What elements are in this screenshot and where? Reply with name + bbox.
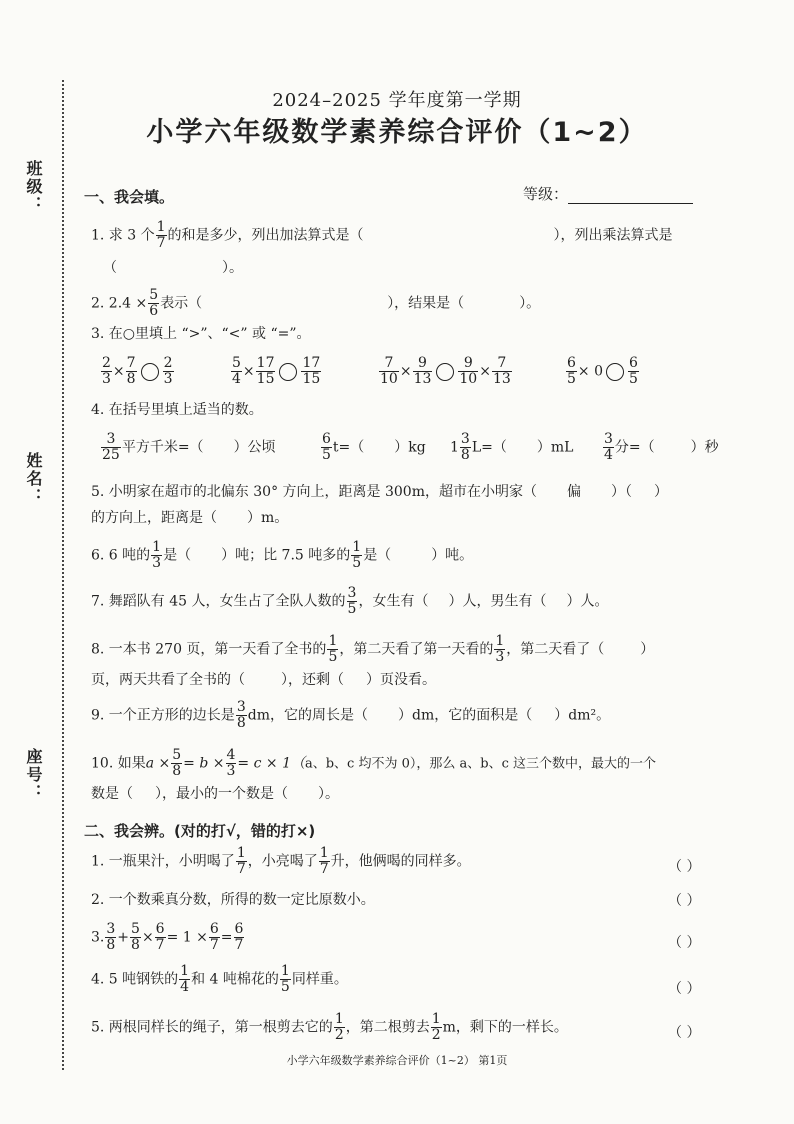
section1-heading: 一、我会填。 — [84, 188, 175, 206]
page-title: 小学六年级数学素养综合评价（1~2） — [146, 117, 648, 148]
fraction: $\frac{1}{7}$ — [319, 845, 329, 877]
question-1-5-cont: 的方向上，距离是（ ）m。 — [91, 510, 289, 526]
question-2-5: 5. 两根同样长的绳子，第一根剪去它的 $\frac{1}{2}$ ，第二根剪去 $\frac{1}{2}$ m，剩下的一样长。 — [91, 1011, 568, 1043]
question-1-4: 4. 在括号里填上适当的数。 — [91, 402, 263, 418]
question-1-8-cont: 页，两天共看了全书的（ ），还剩（ ）页没看。 — [91, 672, 436, 688]
fraction: $\frac{6}{5}$ — [322, 431, 331, 463]
fraction: $\frac{6}{7}$ — [155, 921, 165, 953]
compare-expr-4: $\frac{6}{5}$ × 0 $\frac{6}{5}$ — [567, 355, 638, 387]
fraction: $\frac{3}{8}$ — [236, 699, 246, 731]
fraction: $\frac{3}{4}$ — [604, 431, 613, 463]
question-1-5: 5. 小明家在超市的北偏东 30° 方向上，距离是 300m，超市在小明家（ 偏 ）（ ） — [91, 484, 668, 500]
fraction: $\frac{9}{10}$ — [459, 355, 478, 387]
fraction: $\frac{1}{7}$ — [236, 845, 246, 877]
compare-circle[interactable] — [436, 363, 454, 381]
seat-label: 座号： — [24, 748, 43, 802]
compare-expr-1: $\frac{2}{3}$ × $\frac{7}{8}$ $\frac{2}{3}$ — [102, 355, 173, 387]
fraction: $\frac{1}{3}$ — [495, 633, 505, 665]
question-1-8: 8. 一本书 270 页，第一天看了全书的 $\frac{1}{5}$ ，第二天看了第一天看的 $\frac{1}{3}$ ，第二天看了（ ） — [91, 633, 655, 665]
fraction: $\frac{1}{4}$ — [180, 963, 190, 995]
fraction: $\frac{3}{8}$ — [460, 431, 470, 463]
question-1-6: 6. 6 吨的 $\frac{1}{3}$ 是（ ）吨；比 7.5 吨多的 $\frac{1}{5}$ 是（ ）吨。 — [91, 539, 474, 571]
judge-paren-4[interactable]: （ ） — [668, 981, 701, 997]
question-1-3: 3. 在○里填上 “>”、“<” 或 “=”。 — [91, 326, 311, 342]
fraction: $\frac{17}{15}$ — [256, 355, 275, 387]
grade-blank[interactable] — [568, 189, 693, 204]
fraction: $\frac{5}{4}$ — [232, 355, 241, 387]
question-2-4: 4. 5 吨钢铁的 $\frac{1}{4}$ 和 4 吨棉花的 $\frac{1}{5}$ 同样重。 — [91, 963, 348, 995]
page-footer: 小学六年级数学素养综合评价（1~2） 第1页 — [286, 1054, 508, 1067]
fraction: $\frac{5}{8}$ — [172, 747, 182, 779]
fraction: $\frac{3}{5}$ — [347, 585, 357, 617]
fraction: $\frac{2}{3}$ — [163, 355, 173, 387]
fraction: $\frac{1}{2}$ — [431, 1011, 441, 1043]
compare-expr-3: $\frac{7}{10}$ × $\frac{9}{13}$ $\frac{9}{10}$ × $\frac{7}{13}$ — [380, 355, 511, 387]
fraction: $\frac{6}{7}$ — [209, 921, 219, 953]
fraction: $\frac{17}{15}$ — [302, 355, 321, 387]
fraction: $\frac{2}{3}$ — [102, 355, 111, 387]
unit-convert-1: $\frac{3}{25}$ 平方千米=（ ）公顷 — [102, 431, 276, 463]
question-2-3: 3. $\frac{3}{8}$ + $\frac{5}{8}$ × $\frac{6}{7}$ = 1 × $\frac{6}{7}$ = $\frac{6}{7}$ — [91, 921, 244, 953]
unit-convert-3: 1 $\frac{3}{8}$ L=（ ）mL — [450, 431, 574, 463]
judge-paren-1[interactable]: （ ） — [668, 859, 701, 875]
fraction: $\frac{3}{8}$ — [106, 921, 116, 953]
fraction: $\frac{9}{13}$ — [413, 355, 432, 387]
question-1-2: 2. 2.4 × $\frac{5}{6}$ 表示（ ），结果是（ ）。 — [91, 287, 541, 319]
compare-circle[interactable] — [606, 363, 624, 381]
fraction: $\frac{1}{2}$ — [334, 1011, 344, 1043]
compare-circle[interactable] — [141, 363, 159, 381]
question-2-2: 2. 一个数乘真分数，所得的数一定比原数小。 — [91, 892, 375, 908]
fraction: $\frac{1}{5}$ — [280, 963, 290, 995]
fraction: $\frac{5}{8}$ — [131, 921, 140, 953]
fraction: $\frac{6}{7}$ — [234, 921, 244, 953]
fraction: $\frac{1}{5}$ — [352, 539, 362, 571]
fraction: $\frac{6}{5}$ — [567, 355, 576, 387]
term-heading: 2024–2025 学年度第一学期 — [272, 90, 522, 111]
question-1-7: 7. 舞蹈队有 45 人，女生占了全队人数的 $\frac{3}{5}$ ，女生有（ ）人，男生有（ ）人。 — [91, 585, 609, 617]
question-1-1-cont: （ ）。 — [103, 260, 243, 276]
class-label: 班级： — [24, 160, 43, 214]
compare-expr-2: $\frac{5}{4}$ × $\frac{17}{15}$ $\frac{17}{15}$ — [232, 355, 321, 387]
grade-field — [523, 183, 693, 204]
judge-paren-3[interactable]: （ ） — [668, 935, 701, 951]
unit-convert-4: $\frac{3}{4}$ 分=（ ）秒 — [604, 431, 719, 463]
judge-paren-2[interactable]: （ ） — [668, 893, 701, 909]
fraction: $\frac{4}{3}$ — [226, 747, 236, 779]
fraction: $\frac{7}{8}$ — [126, 355, 136, 387]
question-1-1: 1. 求 3 个 $\frac{1}{7}$ 的和是多少，列出加法算式是（ ），列出乘法算式是 — [91, 219, 673, 251]
unit-convert-2: $\frac{6}{5}$ t=（ ）kg — [322, 431, 426, 463]
fraction: $\frac{7}{13}$ — [492, 355, 511, 387]
question-1-9: 9. 一个正方形的边长是 $\frac{3}{8}$ dm，它的周长是（ ）dm，它的面积是（ ）dm²。 — [91, 699, 611, 731]
binding-margin-dotted-line — [62, 80, 64, 1070]
question-1-10-cont: 数是（ ），最小的一个数是（ ）。 — [91, 786, 339, 802]
grade-label: 等级： — [523, 185, 569, 203]
fraction: $\frac{1}{5}$ — [328, 633, 338, 665]
name-label: 姓名： — [24, 452, 43, 506]
fraction: $\frac{1}{3}$ — [152, 539, 162, 571]
fraction: $\frac{7}{10}$ — [380, 355, 398, 387]
fraction: $\frac{3}{25}$ — [102, 431, 120, 463]
fraction: $\frac{5}{6}$ — [149, 287, 159, 319]
fraction: $\frac{6}{5}$ — [629, 355, 638, 387]
fraction: $\frac{1}{7}$ — [156, 219, 166, 251]
judge-paren-5[interactable]: （ ） — [668, 1025, 701, 1041]
question-2-1: 1. 一瓶果汁，小明喝了 $\frac{1}{7}$ ，小亮喝了 $\frac{1}{7}$ 升，他俩喝的同样多。 — [91, 845, 471, 877]
question-1-10: 10. 如果a × $\frac{5}{8}$ = b × $\frac{4}{3}$ = c × 1（a、b、c 均不为 0），那么 a、b、c 这三个数中，最大的一个 — [91, 747, 656, 779]
section2-heading: 二、我会辨。(对的打√，错的打×) — [84, 822, 316, 840]
compare-circle[interactable] — [279, 363, 297, 381]
